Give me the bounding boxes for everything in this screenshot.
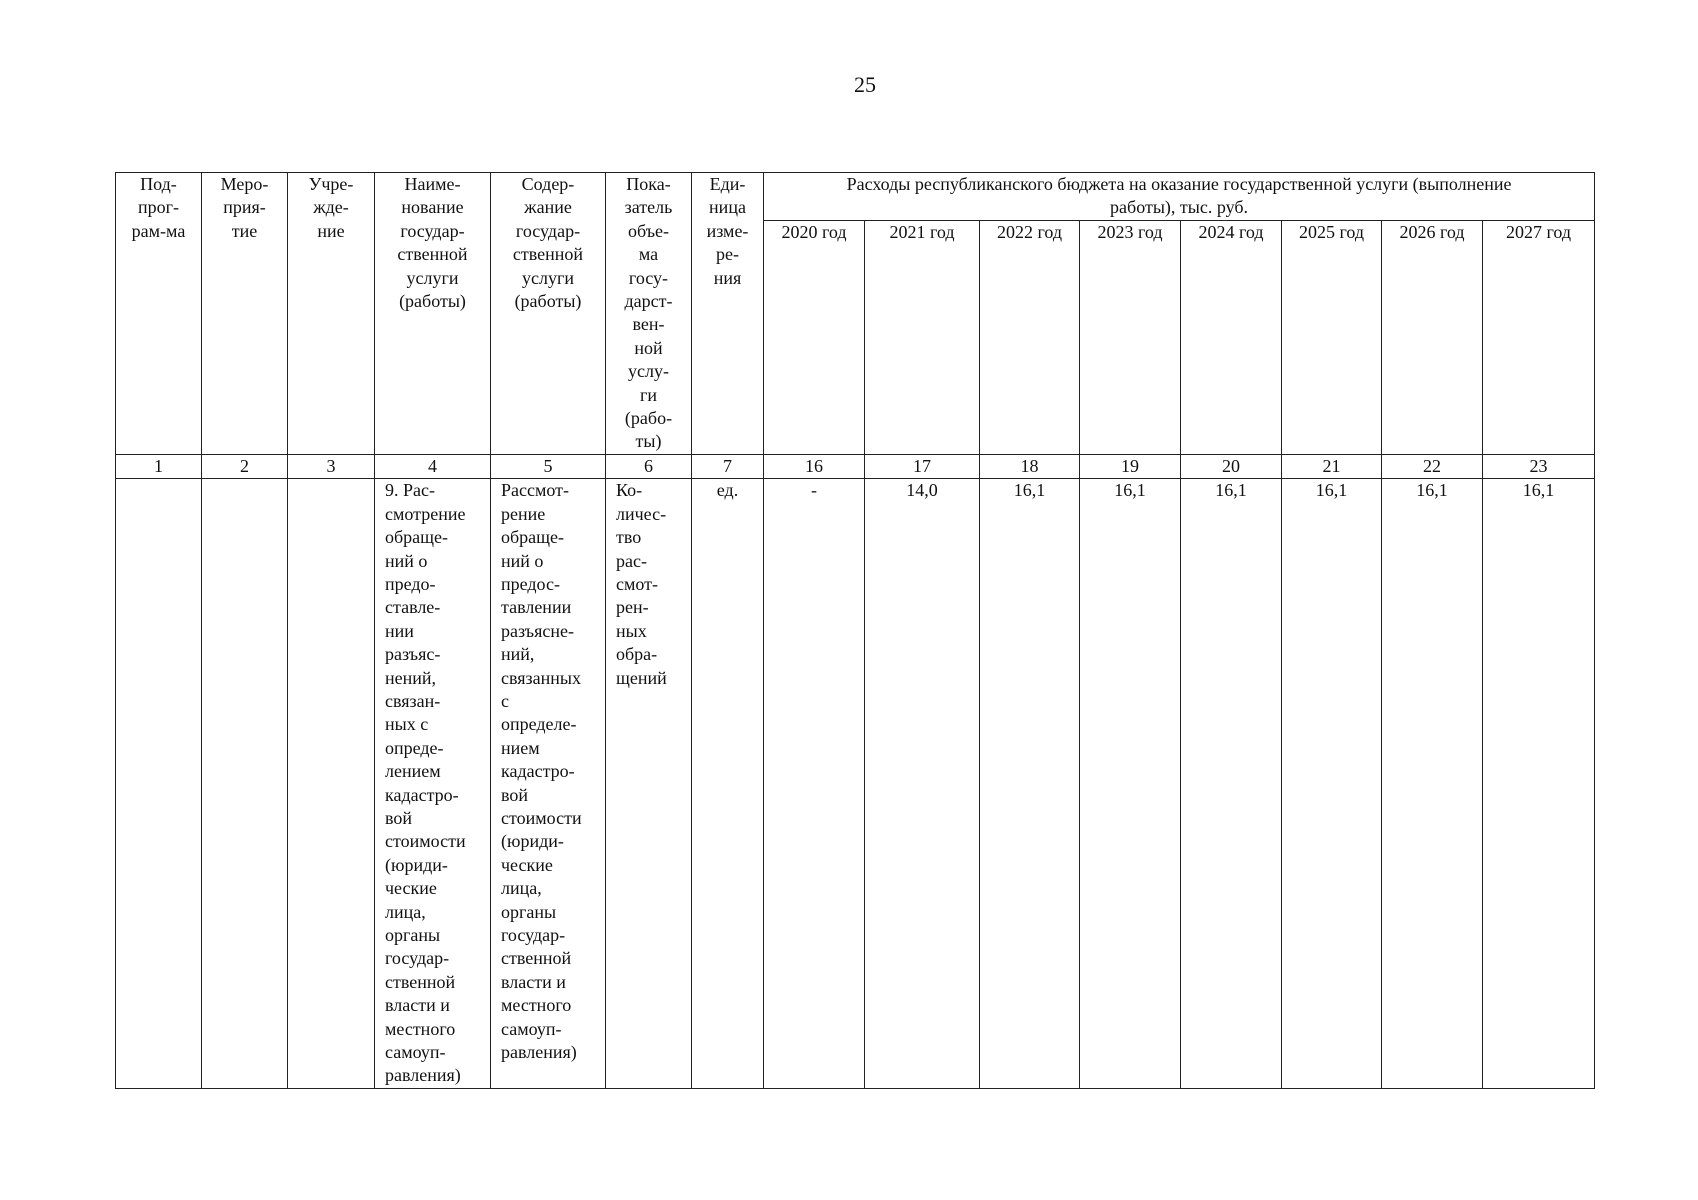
cell-value-2023: 16,1 xyxy=(1080,479,1181,1089)
header-year-2020: 2020 год xyxy=(764,221,865,455)
cell-subprogram xyxy=(116,479,202,1089)
cell-value-2020: - xyxy=(764,479,865,1089)
header-year-2025: 2025 год xyxy=(1282,221,1382,455)
cell-value-2026: 16,1 xyxy=(1382,479,1483,1089)
header-year-2024: 2024 год xyxy=(1181,221,1282,455)
budget-expenses-table xyxy=(115,172,1595,1089)
table-row xyxy=(116,479,1595,1089)
column-number: 7 xyxy=(692,454,764,478)
header-expenses-group: Расходы республиканского бюджета на оказание государственной услуги (выполнение работы), тыс. руб. xyxy=(764,173,1595,221)
column-number: 4 xyxy=(375,454,491,478)
header-year-2026: 2026 год xyxy=(1382,221,1483,455)
cell-service-content: Рассмот- рение обраще- ний о предос- тавлении разъясне- ний, связанных с определе- нием кадастро- вой стоимости (юриди- ческие лица, органы государ- ственной власти и местного самоуп- равления) xyxy=(491,479,606,1089)
header-year-2022: 2022 год xyxy=(980,221,1080,455)
header-row-top xyxy=(116,173,1595,221)
column-number: 17 xyxy=(865,454,980,478)
column-number: 16 xyxy=(764,454,865,478)
header-year-2027: 2027 год xyxy=(1483,221,1595,455)
cell-value-2027: 16,1 xyxy=(1483,479,1595,1089)
cell-value-2025: 16,1 xyxy=(1282,479,1382,1089)
header-year-2021: 2021 год xyxy=(865,221,980,455)
column-number: 18 xyxy=(980,454,1080,478)
column-number: 3 xyxy=(288,454,375,478)
column-number: 21 xyxy=(1282,454,1382,478)
column-number: 22 xyxy=(1382,454,1483,478)
cell-institution xyxy=(288,479,375,1089)
header-unit: Еди- ница изме- ре- ния xyxy=(692,173,764,455)
column-number: 19 xyxy=(1080,454,1181,478)
column-number: 23 xyxy=(1483,454,1595,478)
column-numbers-row xyxy=(116,454,1595,478)
column-number: 20 xyxy=(1181,454,1282,478)
column-number: 6 xyxy=(606,454,692,478)
cell-value-2024: 16,1 xyxy=(1181,479,1282,1089)
header-institution: Учре- жде- ние xyxy=(288,173,375,455)
cell-value-2022: 16,1 xyxy=(980,479,1080,1089)
cell-unit: ед. xyxy=(692,479,764,1089)
header-year-2023: 2023 год xyxy=(1080,221,1181,455)
column-number: 1 xyxy=(116,454,202,478)
cell-service-name: 9. Рас- смотрение обраще- ний о предо- ставле- нии разъяс- нений, связан- ных с опреде- лением кадастро- вой стоимости (юриди- ческие лица, органы государ- ственной власти и местного самоуп- равления) xyxy=(375,479,491,1089)
column-number: 2 xyxy=(202,454,288,478)
header-service-content: Содер- жание государ- ственной услуги (работы) xyxy=(491,173,606,455)
cell-volume-indicator: Ко- личес- тво рас- смот- рен- ных обра- щений xyxy=(606,479,692,1089)
cell-value-2021: 14,0 xyxy=(865,479,980,1089)
header-service-name: Наиме- нование государ- ственной услуги (работы) xyxy=(375,173,491,455)
cell-activity xyxy=(202,479,288,1089)
column-number: 5 xyxy=(491,454,606,478)
page-number: 25 xyxy=(854,72,876,97)
header-activity: Меро- прия- тие xyxy=(202,173,288,455)
header-subprogram: Под- прог- рам-ма xyxy=(116,173,202,455)
header-volume-indicator: Пока- затель объе- ма госу- дарст- вен- ной услу- ги (рабо- ты) xyxy=(606,173,692,455)
